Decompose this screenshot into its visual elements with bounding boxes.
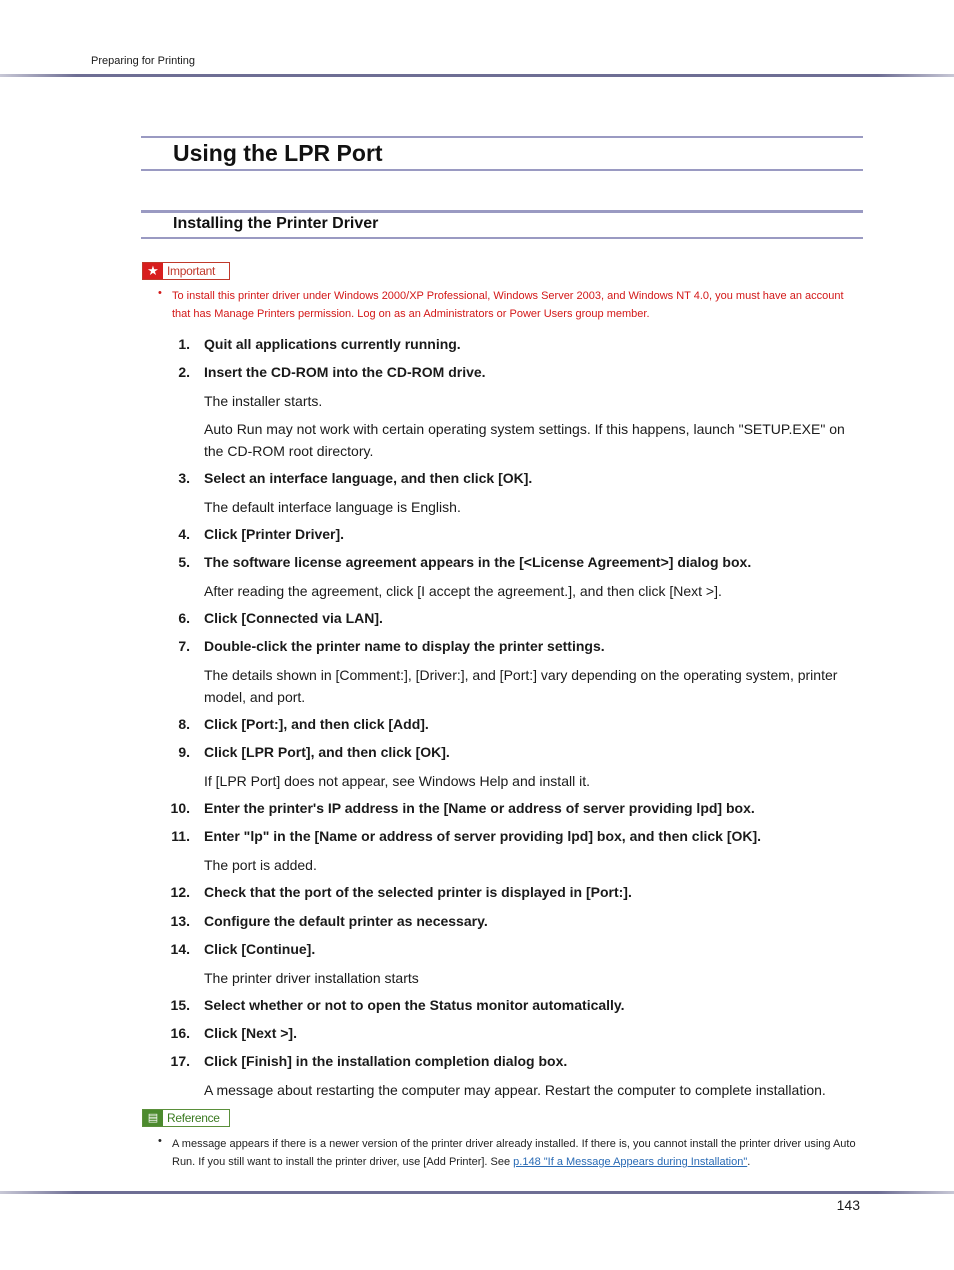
step-text: Click [LPR Port], and then click [OK]. bbox=[204, 744, 450, 760]
star-icon: ★ bbox=[143, 263, 163, 279]
step-text: Click [Printer Driver]. bbox=[204, 526, 345, 542]
step-number: 3. bbox=[178, 470, 190, 486]
reference-label: Reference bbox=[167, 1111, 220, 1125]
step-text: Click [Continue]. bbox=[204, 941, 316, 957]
page-number: 143 bbox=[836, 1197, 860, 1213]
page-title-box bbox=[141, 136, 863, 171]
step-number: 9. bbox=[178, 744, 190, 760]
step-text: Insert the CD-ROM into the CD-ROM drive. bbox=[204, 364, 486, 380]
top-divider bbox=[0, 74, 954, 77]
page-title: Using the LPR Port bbox=[173, 140, 383, 166]
important-label: Important bbox=[167, 264, 215, 278]
step-number: 14. bbox=[170, 941, 190, 957]
step-description: Auto Run may not work with certain operating system settings. If this happens, launch "SETUP.EXE" on the CD-ROM root directory. bbox=[204, 421, 845, 459]
section-heading: Installing the Printer Driver bbox=[173, 215, 379, 232]
step-text: Enter "lp" in the [Name or address of server providing lpd] box, and then click [OK]. bbox=[204, 828, 762, 844]
step-number: 4. bbox=[178, 526, 190, 542]
reference-text: A message appears if there is a newer version of the printer driver already installed. If there is, you cannot install the printer driver using Auto Run. If you still want to install the printer driver, use [Add Printer]. See bbox=[172, 1138, 856, 1168]
step-number: 2. bbox=[178, 364, 190, 380]
step-description: A message about restarting the computer may appear. Restart the computer to complete installation. bbox=[204, 1082, 826, 1098]
step-text: Click [Port:], and then click [Add]. bbox=[204, 716, 429, 732]
step-text: Check that the port of the selected printer is displayed in [Port:]. bbox=[204, 884, 632, 900]
step-description: The details shown in [Comment:], [Driver:], and [Port:] vary depending on the operating system, printer model, and port. bbox=[204, 667, 838, 705]
reference-badge bbox=[142, 1109, 230, 1127]
important-badge bbox=[142, 262, 230, 280]
step-description: The installer starts. bbox=[204, 393, 323, 409]
reference-end: . bbox=[747, 1156, 751, 1168]
book-icon: ▤ bbox=[143, 1110, 163, 1126]
step-text: Quit all applications currently running. bbox=[204, 336, 461, 352]
step-number: 12. bbox=[170, 884, 190, 900]
step-text: Select an interface language, and then click [OK]. bbox=[204, 470, 533, 486]
important-note: To install this printer driver under Windows 2000/XP Professional, Windows Server 2003, and Windows NT 4.0, you must have an account that has Manage Printers permission. Log on as an Administrators or Power Users group member. bbox=[172, 290, 844, 320]
bottom-divider bbox=[0, 1191, 954, 1194]
step-number: 1. bbox=[178, 336, 190, 352]
reference-note bbox=[172, 1135, 862, 1171]
step-text: Double-click the printer name to display the printer settings. bbox=[204, 638, 605, 654]
step-text: Enter the printer's IP address in the [Name or address of server providing lpd] box. bbox=[204, 800, 755, 816]
step-number: 13. bbox=[170, 913, 190, 929]
reference-link[interactable]: p.148 "If a Message Appears during Installation" bbox=[513, 1156, 748, 1168]
step-number: 5. bbox=[178, 554, 190, 570]
step-number: 16. bbox=[170, 1025, 190, 1041]
bullet-icon: • bbox=[158, 287, 162, 299]
step-text: The software license agreement appears in the [<License Agreement>] dialog box. bbox=[204, 554, 752, 570]
step-number: 17. bbox=[170, 1053, 190, 1069]
step-number: 8. bbox=[178, 716, 190, 732]
step-text: Click [Connected via LAN]. bbox=[204, 610, 383, 626]
step-description: After reading the agreement, click [I accept the agreement.], and then click [Next >]. bbox=[204, 583, 722, 599]
step-text: Configure the default printer as necessary. bbox=[204, 913, 488, 929]
step-number: 6. bbox=[178, 610, 190, 626]
step-text: Click [Finish] in the installation completion dialog box. bbox=[204, 1053, 568, 1069]
step-number: 15. bbox=[170, 997, 190, 1013]
step-number: 11. bbox=[171, 828, 190, 844]
step-number: 7. bbox=[178, 638, 190, 654]
step-description: If [LPR Port] does not appear, see Windows Help and install it. bbox=[204, 773, 590, 789]
section-heading-box bbox=[141, 210, 863, 239]
step-description: The printer driver installation starts bbox=[204, 970, 419, 986]
step-description: The default interface language is English. bbox=[204, 499, 461, 515]
running-header: Preparing for Printing bbox=[91, 55, 195, 67]
bullet-icon: • bbox=[158, 1135, 162, 1147]
step-text: Click [Next >]. bbox=[204, 1025, 297, 1041]
step-description: The port is added. bbox=[204, 857, 317, 873]
step-text: Select whether or not to open the Status monitor automatically. bbox=[204, 997, 625, 1013]
step-number: 10. bbox=[170, 800, 190, 816]
